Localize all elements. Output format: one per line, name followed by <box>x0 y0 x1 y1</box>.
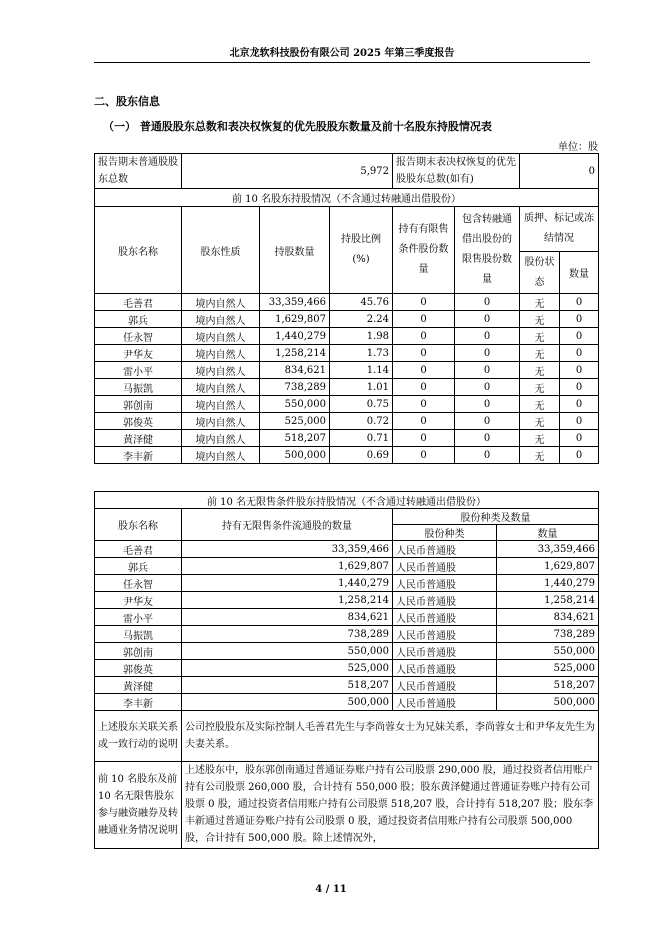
shareholder-name: 马振凯 <box>95 379 182 396</box>
holding-ratio: 1.98 <box>330 328 393 345</box>
shareholder-name: 郭俊英 <box>95 660 182 677</box>
shareholder-name: 任永智 <box>95 575 182 592</box>
pledge-qty: 0 <box>560 362 599 379</box>
restricted-shares: 0 <box>393 413 455 430</box>
col-header-nature: 股东性质 <box>182 207 260 294</box>
shareholder-nature: 境内自然人 <box>182 328 260 345</box>
shareholder-nature: 境内自然人 <box>182 345 260 362</box>
shareholder-name: 尹华友 <box>95 592 182 609</box>
pledge-qty: 0 <box>560 311 599 328</box>
shareholder-name: 黄泽健 <box>95 677 182 694</box>
shares-held: 525,000 <box>260 413 330 430</box>
shareholder-name: 毛善君 <box>95 294 182 311</box>
restricted-shares: 0 <box>393 430 455 447</box>
shareholder-nature: 境内自然人 <box>182 396 260 413</box>
unrestricted-shares: 738,289 <box>182 626 393 643</box>
pledge-status: 无 <box>520 311 560 328</box>
table-row <box>95 396 599 413</box>
note-text-relation: 公司控股股东及实际控制人毛善君先生与李尚蓉女士为兄妹关系，李尚蓉女士和尹华友先生为夫妻关系。 <box>182 711 599 762</box>
share-qty: 33,359,466 <box>497 541 599 558</box>
holding-ratio: 2.24 <box>330 311 393 328</box>
share-qty: 1,258,214 <box>497 592 599 609</box>
unrestricted-shares: 1,440,279 <box>182 575 393 592</box>
pledge-qty: 0 <box>560 379 599 396</box>
page-number: 4 / 11 <box>315 884 347 895</box>
shareholder-name: 郭创南 <box>95 396 182 413</box>
shareholder-name: 毛善君 <box>95 541 182 558</box>
col2-header-kind-group: 股份种类及数量 <box>393 509 599 525</box>
unrestricted-shares: 1,258,214 <box>182 592 393 609</box>
table-row <box>95 609 599 626</box>
shares-held: 550,000 <box>260 396 330 413</box>
shareholder-nature: 境内自然人 <box>182 362 260 379</box>
table-row <box>95 694 599 711</box>
col-header-restricted: 持有有限售条件股份数量 <box>393 207 455 294</box>
shareholder-name: 雷小平 <box>95 609 182 626</box>
lending-restricted-shares: 0 <box>455 328 520 345</box>
shares-held: 738,289 <box>260 379 330 396</box>
table-row <box>95 430 599 447</box>
unrestricted-shares: 1,629,807 <box>182 558 393 575</box>
table-row <box>95 362 599 379</box>
shareholder-nature: 境内自然人 <box>182 379 260 396</box>
share-kind: 人民币普通股 <box>393 660 497 677</box>
shareholder-name: 郭兵 <box>95 311 182 328</box>
holding-ratio: 0.69 <box>330 447 393 464</box>
unrestricted-shares: 834,621 <box>182 609 393 626</box>
share-kind: 人民币普通股 <box>393 694 497 711</box>
share-qty: 525,000 <box>497 660 599 677</box>
total-shareholders-value: 5,972 <box>182 154 393 189</box>
table-row <box>95 328 599 345</box>
note-label-relation: 上述股东关联关系或一致行动的说明 <box>95 711 182 762</box>
unrestricted-shares: 550,000 <box>182 643 393 660</box>
pledge-status: 无 <box>520 362 560 379</box>
col-header-status: 股份状态 <box>520 252 560 294</box>
share-qty: 518,207 <box>497 677 599 694</box>
col-header-lending: 包含转融通借出股份的限售股份数量 <box>455 207 520 294</box>
lending-restricted-shares: 0 <box>455 311 520 328</box>
note-text-margin: 上述股东中，股东郭创南通过普通证券账户持有公司股票 290,000 股，通过投资者信用账户持有公司股票 260,000 股，合计持有 550,000 股；股东黄泽健通过普通证券账户持有公司股票 0 股，通过投资者信用账户持有公司股票 518,207 股，合计持有 518,207 股；股东李丰新通过普通证券账户持有公司股票 0 股，通过投资者信用账户持有公司股票 500,000 股，合计持有 500,000 股。除上述情况外， <box>182 762 599 849</box>
pref-shareholders-value: 0 <box>520 154 599 189</box>
lending-restricted-shares: 0 <box>455 447 520 464</box>
share-kind: 人民币普通股 <box>393 541 497 558</box>
table-row <box>95 379 599 396</box>
page-header: 北京龙软科技股份有限公司 2025 年第三季度报告 <box>94 44 590 63</box>
holding-ratio: 0.71 <box>330 430 393 447</box>
share-qty: 500,000 <box>497 694 599 711</box>
share-qty: 1,629,807 <box>497 558 599 575</box>
table-row <box>95 592 599 609</box>
table-row <box>95 558 599 575</box>
table-row <box>95 660 599 677</box>
section-title: 二、股东信息 <box>94 95 160 108</box>
table-row <box>95 311 599 328</box>
unrestricted-shares: 518,207 <box>182 677 393 694</box>
top10-title: 前 10 名股东持股情况（不含通过转融通出借股份） <box>95 189 599 207</box>
shareholder-name: 黄泽健 <box>95 430 182 447</box>
shareholder-name: 李丰新 <box>95 694 182 711</box>
holding-ratio: 0.72 <box>330 413 393 430</box>
table-row <box>95 541 599 558</box>
shares-held: 1,440,279 <box>260 328 330 345</box>
share-kind: 人民币普通股 <box>393 592 497 609</box>
shareholder-nature: 境内自然人 <box>182 311 260 328</box>
unrestricted-shares: 33,359,466 <box>182 541 393 558</box>
share-kind: 人民币普通股 <box>393 677 497 694</box>
pref-shareholders-label: 报告期末表决权恢复的优先股股东总数(如有) <box>393 154 520 189</box>
share-kind: 人民币普通股 <box>393 609 497 626</box>
share-qty: 834,621 <box>497 609 599 626</box>
lending-restricted-shares: 0 <box>455 379 520 396</box>
col-header-shares: 持股数量 <box>260 207 330 294</box>
col2-header-name: 股东名称 <box>95 509 182 541</box>
subsection-title: （一） 普通股股东总数和表决权恢复的优先股股东数量及前十名股东持股情况表 <box>103 120 492 133</box>
share-qty: 738,289 <box>497 626 599 643</box>
unrestricted-table <box>94 491 599 849</box>
restricted-shares: 0 <box>393 294 455 311</box>
shareholder-name: 尹华友 <box>95 345 182 362</box>
pledge-status: 无 <box>520 379 560 396</box>
holding-ratio: 1.73 <box>330 345 393 362</box>
pledge-qty: 0 <box>560 294 599 311</box>
shares-held: 518,207 <box>260 430 330 447</box>
lending-restricted-shares: 0 <box>455 294 520 311</box>
pledge-qty: 0 <box>560 328 599 345</box>
col2-header-shares: 持有无限售条件流通股的数量 <box>182 509 393 541</box>
total-shareholders-label: 报告期末普通股股东总数 <box>95 154 182 189</box>
share-kind: 人民币普通股 <box>393 558 497 575</box>
holding-ratio: 0.75 <box>330 396 393 413</box>
col-header-pledge: 质押、标记或冻结情况 <box>520 207 599 252</box>
pledge-status: 无 <box>520 447 560 464</box>
shareholder-table <box>94 153 599 464</box>
share-kind: 人民币普通股 <box>393 575 497 592</box>
shareholder-name: 马振凯 <box>95 626 182 643</box>
pledge-qty: 0 <box>560 345 599 362</box>
shareholder-name: 郭兵 <box>95 558 182 575</box>
unrestricted-shares: 500,000 <box>182 694 393 711</box>
table-row <box>95 413 599 430</box>
pledge-status: 无 <box>520 396 560 413</box>
holding-ratio: 45.76 <box>330 294 393 311</box>
col-header-name: 股东名称 <box>95 207 182 294</box>
table-row <box>95 345 599 362</box>
pledge-status: 无 <box>520 294 560 311</box>
col-header-ratio: 持股比例(%) <box>330 207 393 294</box>
shareholder-name: 雷小平 <box>95 362 182 379</box>
shares-held: 500,000 <box>260 447 330 464</box>
holding-ratio: 1.01 <box>330 379 393 396</box>
table-row <box>95 643 599 660</box>
shares-held: 834,621 <box>260 362 330 379</box>
restricted-shares: 0 <box>393 447 455 464</box>
unit-label: 单位：股 <box>558 142 598 153</box>
unrestricted-title: 前 10 名无限售条件股东持股情况（不含通过转融通出借股份） <box>95 492 599 509</box>
table-row <box>95 447 599 464</box>
col2-header-kind: 股份种类 <box>393 525 497 541</box>
table-row <box>95 575 599 592</box>
col2-header-qty: 数量 <box>497 525 599 541</box>
shareholder-nature: 境内自然人 <box>182 447 260 464</box>
restricted-shares: 0 <box>393 311 455 328</box>
share-kind: 人民币普通股 <box>393 643 497 660</box>
shareholder-name: 郭创南 <box>95 643 182 660</box>
restricted-shares: 0 <box>393 345 455 362</box>
restricted-shares: 0 <box>393 328 455 345</box>
restricted-shares: 0 <box>393 396 455 413</box>
shares-held: 1,629,807 <box>260 311 330 328</box>
share-qty: 1,440,279 <box>497 575 599 592</box>
table-row <box>95 677 599 694</box>
shareholder-nature: 境内自然人 <box>182 413 260 430</box>
lending-restricted-shares: 0 <box>455 413 520 430</box>
shares-held: 1,258,214 <box>260 345 330 362</box>
holding-ratio: 1.14 <box>330 362 393 379</box>
restricted-shares: 0 <box>393 362 455 379</box>
pledge-qty: 0 <box>560 447 599 464</box>
shareholder-name: 李丰新 <box>95 447 182 464</box>
table-row <box>95 294 599 311</box>
pledge-status: 无 <box>520 328 560 345</box>
note-label-margin: 前 10 名股东及前 10 名无限售股东参与融资融券及转融通业务情况说明 <box>95 762 182 849</box>
lending-restricted-shares: 0 <box>455 362 520 379</box>
share-qty: 550,000 <box>497 643 599 660</box>
share-kind: 人民币普通股 <box>393 626 497 643</box>
lending-restricted-shares: 0 <box>455 345 520 362</box>
shareholder-name: 郭俊英 <box>95 413 182 430</box>
shareholder-nature: 境内自然人 <box>182 430 260 447</box>
unrestricted-shares: 525,000 <box>182 660 393 677</box>
shareholder-nature: 境内自然人 <box>182 294 260 311</box>
pledge-qty: 0 <box>560 396 599 413</box>
pledge-status: 无 <box>520 345 560 362</box>
table-row <box>95 626 599 643</box>
pledge-qty: 0 <box>560 413 599 430</box>
lending-restricted-shares: 0 <box>455 396 520 413</box>
pledge-status: 无 <box>520 413 560 430</box>
lending-restricted-shares: 0 <box>455 430 520 447</box>
shares-held: 33,359,466 <box>260 294 330 311</box>
restricted-shares: 0 <box>393 379 455 396</box>
pledge-status: 无 <box>520 430 560 447</box>
pledge-qty: 0 <box>560 430 599 447</box>
shareholder-name: 任永智 <box>95 328 182 345</box>
col-header-qty: 数量 <box>560 252 599 294</box>
